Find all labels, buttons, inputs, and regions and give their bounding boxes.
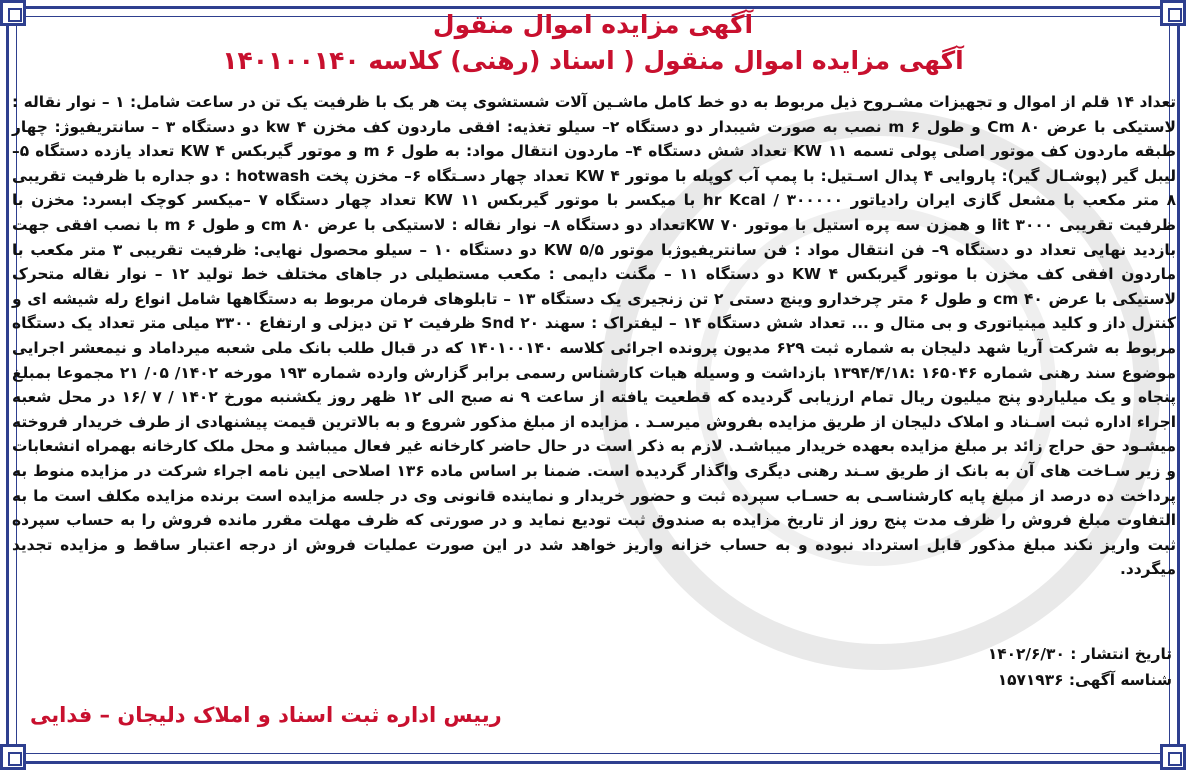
notice-body-text: تعداد ۱۴ قلم از اموال و تجهیزات مشـروح ذیل مربوط به دو خط کامل ماشـین آلات شستشوی پت هر یک با ظرفیت یک تن در ساعت شامل: ۱ – نوار نقاله : لاستیکی با عرض ۸۰ Cm و طول ۶ m نصب به صورت شیبدار دو دستگاه ۲– سیلو تغذیه: افقی ماردون کف مخزن ۴ kw دو دستگاه ۳ – سانتریفیوژ: چهار طبقه ماردون کف موتور اصلی پولی تسمه ۱۱ KW تعداد شش دستگاه ۴– ماردون انتقال مواد: به طول ۶ m و موتور گیربکس ۴ KW تعداد یازده دستگاه ۵– لیبل گیر (پوشـال گیر): پاروایی ۴ پدال اسـتیل: با پمپ آب کوپله با موتور ۴ KW تعداد چهار دسـتگاه ۶– مخزن پخت hotwash : دو جداره با ظرفیت تقریبی ۸ متر مکعب با مشعل گازی ایران رادیاتور ۳۰۰۰۰۰ / hr Kcal با میکسر با موتور گیربکس ۱۱ KW تعداد چهار دستگاه ۷ –میکسر کوچک ابسرد: مخزن با ظرفیت تقریبی lit ۳۰۰۰ و همزن سه پره استیل با موتور ۷۰ KWتعداد دو دستگاه ۸– نوار نقاله : لاستیکی با عرض cm ۸۰ و طول ۶ m با نصب افقی جهت بازدید نهایی تعداد دو دستگاه ۹– فن انتقال مواد : فن سانتریفیوژبا موتور ۵/۵ KW دو دستگاه ۱۰ – سیلو محصول نهایی: ظرفیت تقریبی ۳ متر مکعب با ماردون افقی کف مخزن با موتور گیربکس ۴ KW دو دستگاه ۱۱ – مگنت دایمی : مکعب مستطیلی در جاهای مختلف خط تولید ۱۲ – نوار نقاله متحرک لاستیکی با عرض cm ۴۰ و طول ۶ متر چرخدارو وینچ دستی ۲ تن زنجیری یک دستگاه ۱۳ – تابلوهای فرمان مربوط به دستگاهها شامل انواع رله شیشه ای و کنترل داز و کلید مینیاتوری و بی متال و ... تعداد شش دستگاه ۱۴ – لیفتراک : سهند ۲۰ Snd ظرفیت ۲ تن دیزلی و ارتفاع ۳۳۰۰ میلی متر تعداد یک دستگاه مربوط به شرکت آریا شهد دلیجان به شماره ثبت ۶۲۹ مدیون پرونده اجرائی کلاسه ۱۴۰۱۰۰۱۴۰ که در قبال طلب بانک ملی شعبه میرداماد و نیمعشر اجرایی موضوع سند رهنی شماره ۱۶۵۰۴۶ :۱۳۹۴/۴/۱۸ بازداشت و وسیله هیات کارشناس رسمی برابر گزارش وارده شماره ۱۹۳ مورخه ۱۴۰۲/ ۰۵/ ۲۱ مجموعا بمبلغ پنجاه و یک میلیاردو پنج میلیون ریال تمام ارزیابی گردیده که قطعیت یافته از ساعت ۹ نه صبح الی ۱۲ ظهر روز یکشنبه مورخ ۱۴۰۲ / ۷ /۱۶ در محل شعبه اجراء اداره ثبت اسـناد و املاک دلیجان از طریق مزایده بفروش میرسـد . مزایده از مبلغ مذکور شروع و به بالاترین قیمت پیشنهادی از طرف خریدار فروخته میشـود حق حراج زائد بر مبلغ مزایده بعهده خریدار میباشـد. لازم به ذکر است در حال حاضر کارخانه غیر فعال میباشد و محل ملک کارخانه بهمراه انشعابات و زیر سـاخت های آن به بانک از طریق سـند رهنی دیگری واگذار گردیده است. ضمنا بر اساس ماده ۱۳۶ اصلاحی ایین نامه اجراء شرکت در مزایده منوط به پرداخت ده درصد از مبلغ پایه کارشناسـی به حسـاب سپرده ثبت و حضور خریدار و نماینده قانونی وی در جلسه مزایده است برنده مزایده مکلف است ما به التفاوت مبلغ فروش را ظرف مدت پنج روز از تاریخ مزایده به صندوق ثبت تودیع نماید و در صورتی که ظرف مهلت مقرر مانده فروش را به حساب سپرده ثبت واریز نکند مبلغ مذکور قابل استرداد نبوده و به حساب خزانه واریز خواهد شد در این صورت عملیات فروش از درجه اعتبار ساقط و مزایده تجدید میگردد. (12, 93, 1177, 579)
corner-ornament (1160, 744, 1186, 770)
corner-ornament (0, 744, 26, 770)
signature-line: رییس اداره ثبت اسناد و املاک دلیجان – فدایی (30, 703, 502, 727)
notice-id: شناسه آگهی: ۱۵۷۱۹۳۶ (997, 671, 1172, 689)
notice-body (12, 90, 1176, 582)
notice-subtitle: آگهی مزایده اموال منقول ( اسناد (رهنی) کلاسه ۱۴۰۱۰۰۱۴۰ (222, 46, 964, 75)
notice-title: آگهی مزایده اموال منقول (432, 10, 754, 39)
publish-date: تاریخ انتشار : ۱۴۰۲/۶/۳۰ (987, 645, 1172, 663)
